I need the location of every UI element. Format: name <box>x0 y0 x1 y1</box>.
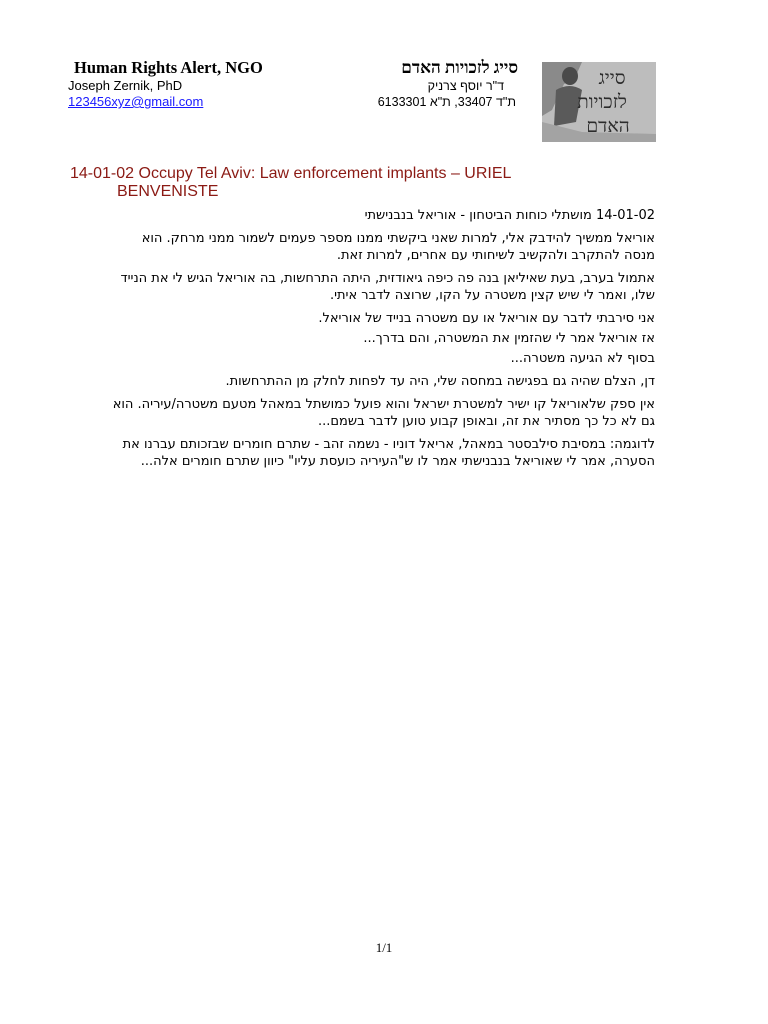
title-line-2: BENVENISTE <box>117 183 219 200</box>
body-paragraph: בסוף לא הגיעה משטרה... <box>510 351 655 366</box>
body-paragraph: לדוגמה: במסיבת סילבסטר במאהל, אריאל דוניו - נשמה זהב - שתרם חומרים שבזכותם עברנו את הסערה, אמר לי שאוריאל בנבנישתי אמר לו ש"העיריה כועסת עליו" כיוון שתרם חומרים אלה... <box>122 437 655 469</box>
body-paragraph: אז אוריאל אמר לי שהזמין את המשטרה, והם בדרך... <box>363 331 655 346</box>
logo-text-line3: האדם <box>586 115 630 137</box>
page-number: 1/1 <box>375 940 393 955</box>
logo-text-line1: סייג <box>598 67 626 89</box>
document-title <box>70 165 590 201</box>
title-line-1: 14-01-02 Occupy Tel Aviv: Law enforcement implants – URIEL <box>70 165 512 182</box>
body-paragraph: אני סירבתי לדבר עם אוריאל או עם משטרה בנייד של אוריאל. <box>318 311 655 326</box>
document-body <box>110 207 655 476</box>
body-paragraph: אוריאל ממשיך להידבק אלי, למרות שאני ביקשתי ממנו מספר פעמים לשמור ממני מרחק. הוא מנסה להתקרב ולהקשיב לשיחותי עם אחרים, למרות זאת. <box>141 231 655 263</box>
logo-text-line2: לזכויות <box>577 91 627 113</box>
email-link[interactable]: 123456xyz@gmail.com <box>68 94 204 109</box>
org-name-hebrew: סייג לזכויות האדם <box>401 58 518 77</box>
org-logo <box>542 62 656 142</box>
body-paragraph: דן, הצלם שהיה גם בפגישה במחסה שלי, היה עד לפחות לחלק מן ההתרחשות. <box>225 374 655 389</box>
address-hebrew: ת"ד 33407, ת"א 6133301 <box>377 95 516 109</box>
body-paragraph: אין ספק שלאוריאל קו ישיר למשטרת ישראל והוא פועל כמושתל במאהל מטעם משטרה/עיריה. הוא גם לא כל כך מסתיר את זה, ובאופן קבוע טוען לדבר בשמם... <box>112 397 655 429</box>
author-name-hebrew: ד"ר יוסף צרניק <box>427 79 504 93</box>
body-paragraph-heading: 14-01-02 מושתלי כוחות הביטחון - אוריאל בנבנישתי <box>364 208 655 223</box>
org-name-english: Human Rights Alert, NGO <box>74 58 263 77</box>
header-right <box>288 58 518 110</box>
body-paragraph: אתמול בערב, בעת שאיליאן בנה פה כיפה גיאודזית, היתה התרחשות, בה אוריאל הגיש לי את הנייד שלו, ואמר לי שיש קצין משטרה על הקו, שרוצה לדבר איתי. <box>120 271 655 303</box>
author-name-english: Joseph Zernik, PhD <box>68 78 183 93</box>
